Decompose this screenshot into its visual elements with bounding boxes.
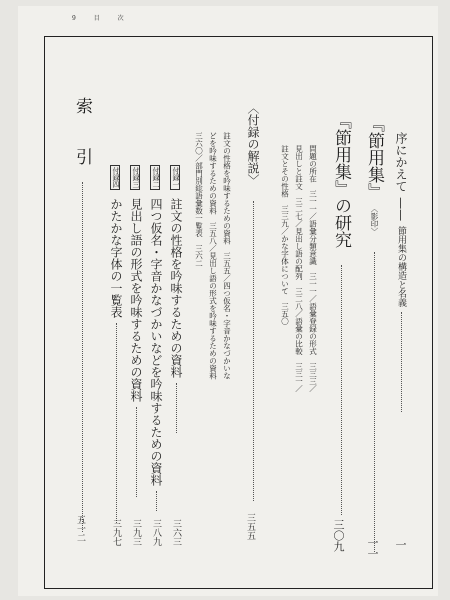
- study-subline-3: 註文とその性格 三三九／かな字体について 三五〇: [280, 145, 290, 325]
- appendix-3-title: 見出し語の形式を吟味するための資料: [129, 198, 143, 403]
- appendix-commentary-page: 三五五: [245, 513, 255, 540]
- setsuyoshu-title: 『節用集』: [364, 115, 384, 200]
- appendix-4-leader: [116, 323, 117, 523]
- toc-entry-appendix-1[interactable]: [168, 165, 184, 433]
- preface-page: 一: [394, 539, 407, 550]
- study-page: 三〇九: [332, 519, 345, 552]
- appendix-commentary-subline-1: 註文の性格を吟味するための資料 三五五／四つ仮名・字音かなづかいな: [222, 132, 232, 380]
- setsuyoshu-page: 一一: [366, 537, 379, 559]
- running-header: 9 目 次: [72, 15, 132, 22]
- toc-entry-appendix-3[interactable]: [128, 165, 144, 497]
- study-title: 『節用集』の研究: [331, 112, 351, 248]
- appendix-1-title: 註文の性格を吟味するための資料: [169, 198, 183, 379]
- appendix-4-title: かたかな字体の一覧表: [109, 198, 123, 319]
- appendix-3-page: 三九三: [131, 519, 141, 546]
- index-title: 索 引: [72, 97, 92, 165]
- preface-dash: ——: [394, 197, 408, 222]
- toc-entry-preface[interactable]: [393, 132, 409, 582]
- toc-entry-index[interactable]: [73, 97, 90, 532]
- study-subline-2: 見出しと註文 三二七／見出し語の配列 三二八／語彙の比較 三三一／: [294, 145, 304, 393]
- index-page: 五一二: [75, 515, 85, 542]
- toc-entry-appendix-2[interactable]: [148, 165, 164, 511]
- index-leader: [82, 182, 83, 532]
- toc-entry-appendix-commentary[interactable]: [245, 102, 261, 501]
- appendix-commentary-leader: [253, 201, 254, 501]
- setsuyoshu-note: 〈影印〉: [370, 205, 379, 236]
- appendix-2-tag: 付録二: [152, 167, 160, 188]
- appendix-1-leader: [176, 383, 177, 433]
- appendix-commentary-subline-3: 三六〇／部門別総語彙数一覧表 三六二: [194, 132, 204, 267]
- appendix-commentary-subline-2: どを吟味するための資料 三五八／見出し語の形式を吟味するための資料: [208, 132, 218, 380]
- toc-entry-setsuyoshu[interactable]: [365, 115, 382, 552]
- study-subline-1: 問題の所在 三一一／語彙分類意識 三一一／語彙登録の形式 三三三／: [308, 145, 318, 393]
- preface-title: 序にかえて: [394, 132, 408, 192]
- appendix-4-page: 三九七: [111, 519, 121, 546]
- appendix-commentary-title: 〈付録の解説〉: [246, 102, 260, 186]
- setsuyoshu-leader: [374, 252, 375, 552]
- appendix-1-tag: 付録一: [172, 167, 180, 188]
- preface-leader: [401, 312, 402, 412]
- appendix-2-page: 三八九: [151, 519, 161, 546]
- appendix-2-title: 四つ仮名・字音かなづかいなどを吟味するための資料: [149, 198, 163, 487]
- toc-entry-appendix-4[interactable]: [108, 165, 124, 523]
- contents-frame: [44, 36, 433, 589]
- study-leader: [341, 265, 342, 515]
- appendix-2-leader: [156, 491, 157, 511]
- appendix-3-tag: 付録三: [132, 167, 140, 188]
- preface-subtitle: 節用集の構造と名義: [396, 226, 406, 308]
- toc-entry-study[interactable]: [332, 112, 349, 515]
- appendix-1-page: 三六三: [171, 519, 181, 546]
- appendix-4-tag: 付録四: [112, 167, 120, 188]
- appendix-3-leader: [136, 407, 137, 497]
- book-page: [18, 6, 438, 596]
